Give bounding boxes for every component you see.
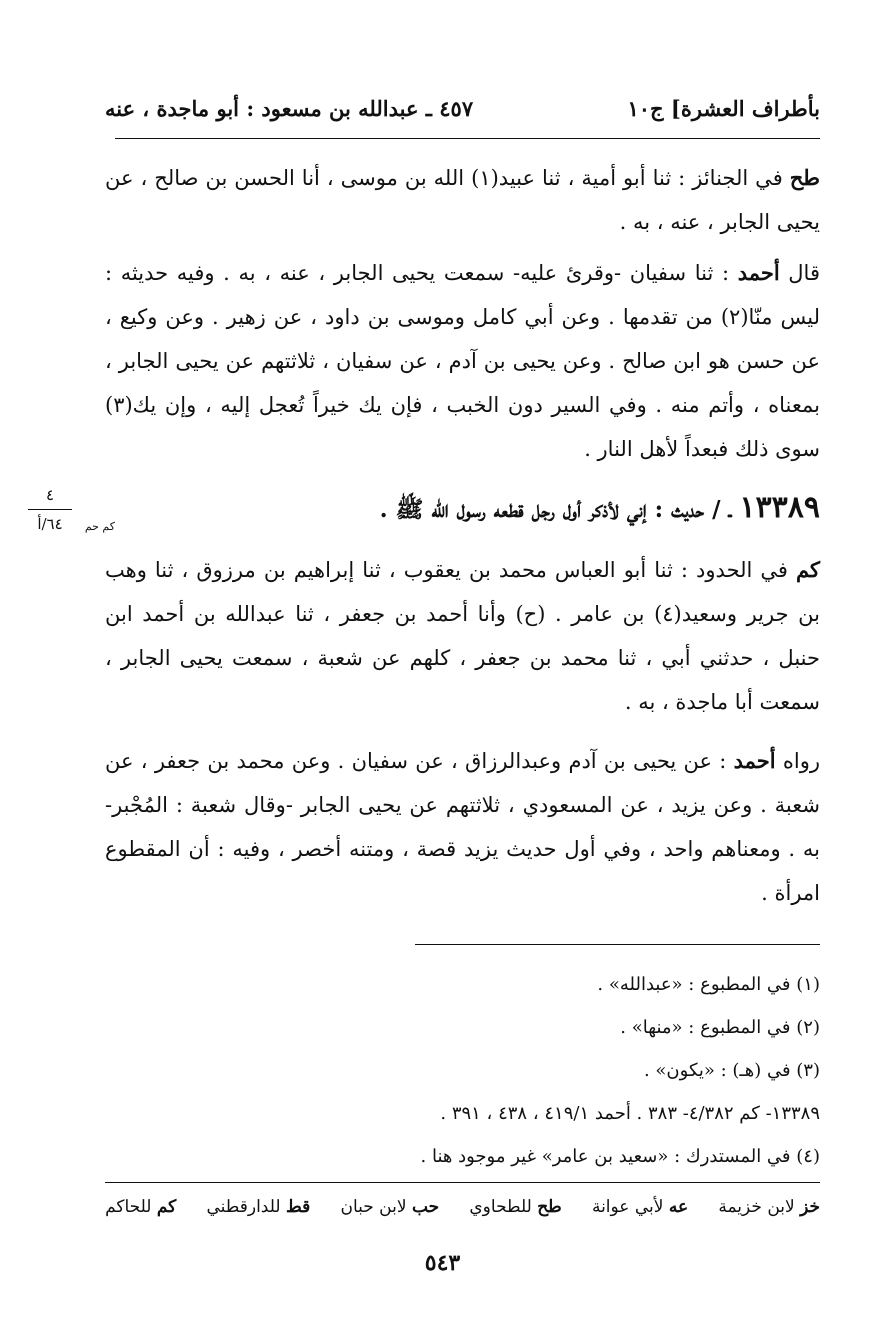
abbreviation-name: للحاكم bbox=[105, 1197, 157, 1217]
running-head bbox=[105, 88, 820, 128]
margin-folio-note bbox=[22, 485, 78, 534]
hadith-heading bbox=[200, 488, 820, 528]
footnote-1: (١) في المطبوع : «عبدالله» . bbox=[597, 974, 820, 995]
abbreviations-legend bbox=[105, 1194, 820, 1220]
bold-siglum: أحمد bbox=[733, 748, 776, 773]
margin-folio-top: ٤ bbox=[45, 486, 55, 504]
hadith-sigla: كم حم bbox=[84, 520, 115, 533]
bold-siglum: أحمد bbox=[737, 260, 780, 285]
footnote-3: (٣) في (هـ) : «يكون» . bbox=[643, 1060, 820, 1081]
abbreviation-name: لابن خزيمة bbox=[718, 1197, 801, 1217]
hadith-title: ـ / حديث : إني لأذكر أول رجل قطعه رسول الله ﷺ . bbox=[379, 496, 740, 523]
paragraph-text-run: في الجنائز : ثنا أبو أمية ، ثنا عبيد(١) الله بن موسى ، أنا الحسن بن صالح ، عن يحيى الجابر ، عنه ، به . bbox=[105, 166, 820, 234]
footnote-2: (٢) في المطبوع : «منها» . bbox=[620, 1017, 820, 1038]
footnote-4: (٤) في المستدرك : «سعيد بن عامر» غير موجود هنا . bbox=[420, 1146, 820, 1167]
paragraph-text-run: قال bbox=[779, 261, 820, 285]
abbreviation-name: للطحاوي bbox=[469, 1197, 538, 1217]
margin-folio-bottom: ٦٤/أ bbox=[37, 515, 63, 533]
paragraph-ahmad-riwaya bbox=[105, 739, 820, 915]
abbreviation-code: طح bbox=[537, 1197, 562, 1217]
running-head-volume: بأطراف العشرة] ج١٠ bbox=[627, 95, 820, 121]
abbreviation-name: لابن حبان bbox=[340, 1197, 412, 1217]
paragraph-hakim bbox=[105, 548, 820, 724]
abbreviation-code: كم bbox=[156, 1197, 177, 1217]
footnote-rule bbox=[415, 944, 820, 945]
abbreviation-item bbox=[469, 1194, 561, 1220]
abbreviation-item bbox=[105, 1194, 176, 1220]
bold-siglum: طح bbox=[789, 165, 821, 190]
margin-folio-divider bbox=[28, 509, 72, 510]
header-rule bbox=[115, 138, 820, 139]
paragraph-text-run: : ثنا سفيان -وقرئ عليه- سمعت يحيى الجابر ، عنه ، به . وفيه حديثه : ليس منّا(٢) من تقدمها . وعن أبي كامل وموسى بن داود ، عن زهير . وعن وكيع ، عن حسن هو ابن صالح . وعن يحيى بن آدم ، عن سفيان ، ثلاثتهم عن يحيى الجابر ، بمعناه ، وأتم منه . وفي السير دون الخبب ، فإن يك خيراً تُعجل إليه ، وإن يك(٣) سوى ذلك فبعداً لأهل النار . bbox=[105, 261, 820, 461]
abbreviations-rule bbox=[105, 1182, 820, 1183]
abbreviation-code: حب bbox=[411, 1197, 440, 1217]
abbreviation-item bbox=[340, 1194, 439, 1220]
paragraph-text-run: رواه bbox=[775, 749, 820, 773]
abbreviation-name: لأبي عوانة bbox=[591, 1197, 669, 1217]
page-number: ٥٤٣ bbox=[424, 1250, 461, 1276]
bold-siglum: كم bbox=[796, 557, 820, 582]
paragraph-tahawi bbox=[105, 156, 820, 244]
abbreviation-code: قط bbox=[285, 1197, 311, 1217]
abbreviation-code: خز bbox=[800, 1197, 820, 1217]
abbreviation-name: للدارقطني bbox=[206, 1197, 286, 1217]
footnote-source-ref: ١٣٣٨٩- كم ٤/٣٨٢- ٣٨٣ . أحمد ٤١٩/١ ، ٤٣٨ ، ٣٩١ . bbox=[440, 1103, 820, 1124]
paragraph-text-run: : عن يحيى بن آدم وعبدالرزاق ، عن سفيان . وعن محمد بن جعفر ، عن شعبة . وعن يزيد ، عن المسعودي ، ثلاثتهم عن يحيى الجابر -وقال شعبة : المُجْبر- به . ومعناهم واحد ، وفي أول حديث يزيد قصة ، ومتنه أخصر ، وفيه : أن المقطوع امرأة . bbox=[105, 749, 820, 905]
abbreviation-item bbox=[207, 1194, 311, 1220]
paragraph-text-run: في الحدود : ثنا أبو العباس محمد بن يعقوب ، ثنا إبراهيم بن مرزوق ، ثنا وهب بن جرير وسعيد(٤) بن عامر . (ح) وأنا أحمد بن جعفر ، ثنا عبدالله بن أحمد ابن حنبل ، حدثني أبي ، ثنا محمد بن جعفر ، كلهم عن شعبة ، سمعت يحيى الجابر ، سمعت أبا ماجدة ، به . bbox=[105, 558, 820, 714]
abbreviation-item bbox=[718, 1194, 820, 1220]
abbreviation-code: عه bbox=[668, 1197, 689, 1217]
hadith-number: ١٣٣٨٩ bbox=[739, 490, 820, 525]
running-head-section: ٤٥٧ ـ عبدالله بن مسعود : أبو ماجدة ، عنه bbox=[105, 95, 474, 121]
abbreviation-item bbox=[592, 1194, 688, 1220]
paragraph-ahmad bbox=[105, 251, 820, 471]
